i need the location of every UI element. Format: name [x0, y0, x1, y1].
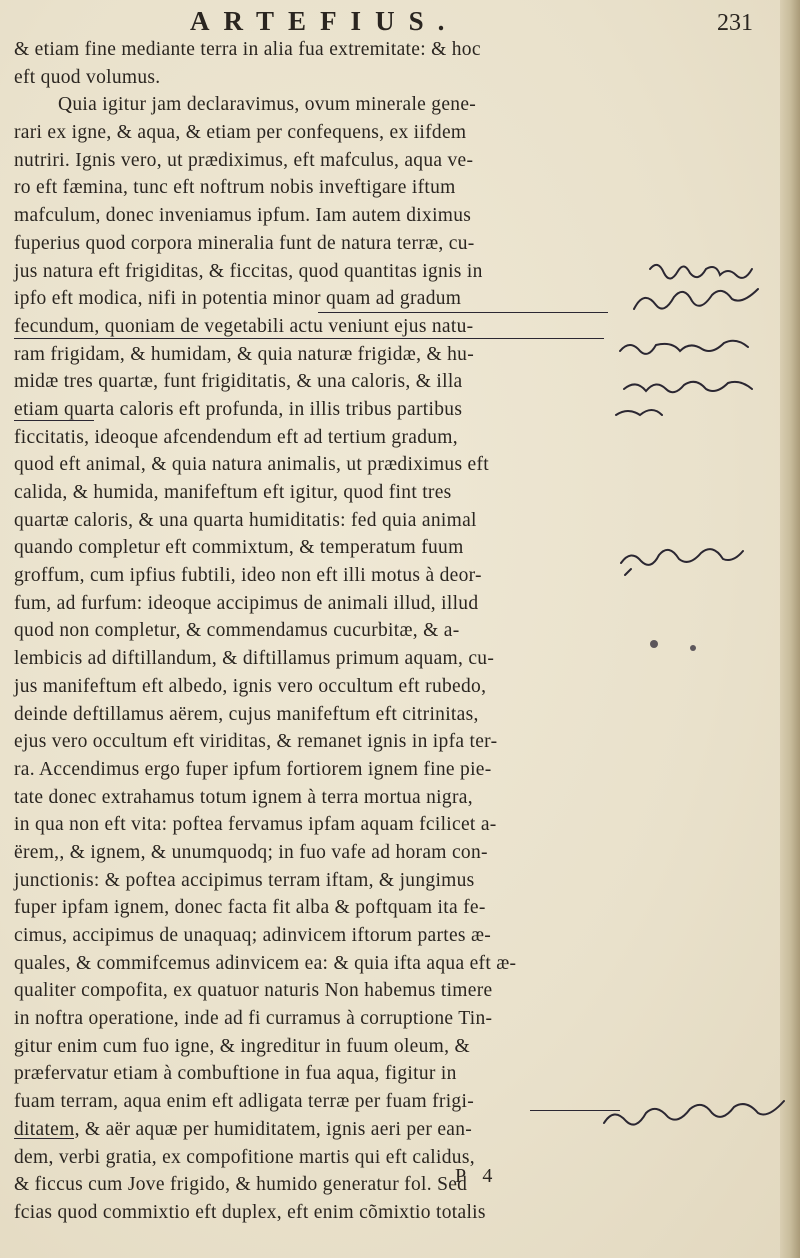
- text-line: junctionis: & poftea accipimus terram iftam, & jungimus: [14, 869, 475, 891]
- manuscript-underline: [14, 338, 604, 339]
- text-line: jus natura eft frigiditas, & ficcitas, quod quantitas ignis in: [14, 260, 483, 282]
- text-line: quartæ caloris, & una quarta humiditatis: fed quia animal: [14, 509, 477, 531]
- handwritten-marginalia-middle: [615, 535, 765, 580]
- text-line: dem, verbi gratia, ex compofitione martis qui eft calidus,: [14, 1146, 475, 1168]
- text-line: ro eft fæmina, tunc eft noftrum nobis inveftigare iftum: [14, 177, 456, 199]
- text-line: eft quod volumus.: [14, 66, 161, 88]
- text-line: quales, & commifcemus adinvicem ea: & quia ifta aqua eft æ-: [14, 952, 517, 974]
- text-line: cimus, accipimus de unaquaq; adinvicem iftorum partes æ-: [14, 925, 492, 946]
- manuscript-underline: [530, 1110, 620, 1111]
- page-number: 231: [717, 10, 753, 36]
- handwritten-marginalia-bottom: [600, 1095, 795, 1135]
- text-line: præfervatur etiam à combuftione in fua aqua, figitur in: [14, 1063, 457, 1085]
- text-line: groffum, cum ipfius fubtili, ideo non eft illi motus à deor-: [14, 565, 482, 587]
- text-line: nutriri. Ignis vero, ut prædiximus, eft mafculus, aqua ve-: [14, 149, 474, 171]
- text-line: rari ex igne, & aqua, & etiam per confequens, ex iifdem: [14, 122, 467, 144]
- text-line: etiam quarta caloris eft profunda, in illis tribus partibus: [14, 398, 463, 420]
- text-line: quando completur eft commixtum, & temperatum fuum: [14, 537, 464, 559]
- text-line: midæ tres quartæ, funt frigiditatis, & una caloris, & illa: [14, 371, 463, 393]
- text-line: ram frigidam, & humidam, & quia naturæ frigidæ, & hu-: [14, 343, 474, 365]
- text-line: qualiter compofita, ex quatuor naturis Non habemus timere: [14, 980, 493, 1002]
- text-line: fum, ad furfum: ideoque accipimus de animali illud, illud: [14, 592, 479, 614]
- text-line: deinde deftillamus aërem, cujus manifeftum eft citrinitas,: [14, 703, 479, 725]
- text-line: gitur enim cum fuo igne, & ingreditur in fuum oleum, &: [14, 1035, 470, 1057]
- text-line: ipfo eft modica, nifi in potentia minor quam ad gradum: [14, 288, 462, 310]
- text-line: in qua non eft vita: poftea fervamus ipfam aquam fcilicet a-: [14, 814, 497, 836]
- manuscript-underline: [14, 420, 94, 421]
- text-line: tate donec extrahamus totum ignem à terra mortua nigra,: [14, 786, 473, 808]
- text-line: ficcitatis, ideoque afcendendum eft ad tertium gradum,: [14, 426, 458, 448]
- body-text: [14, 36, 634, 1227]
- ink-blot: [690, 645, 696, 651]
- text-line: calida, & humida, manifeftum eft igitur, quod fint tres: [14, 482, 452, 503]
- manuscript-underline: [14, 1138, 74, 1139]
- text-line: & etiam fine mediante terra in alia fua extremitate: & hoc: [14, 39, 481, 60]
- text-line: fcias quod commixtio eft duplex, eft enim cõmixtio totalis: [14, 1201, 486, 1223]
- text-line: fecundum, quoniam de vegetabili actu veniunt ejus natu-: [14, 315, 474, 337]
- text-line: fuperius quod corpora mineralia funt de natura terræ, cu-: [14, 232, 475, 254]
- text-line: mafculum, donec inveniamus ipfum. Iam autem diximus: [14, 205, 472, 227]
- text-line: ra. Accendimus ergo fuper ipfum fortiorem ignem fine pie-: [14, 758, 492, 780]
- text-line: ërem,, & ignem, & unumquodq; in fuo vafe ad horam con-: [14, 841, 488, 863]
- text-line: & ficcus cum Jove frigido, & humido generatur fol. Sed: [14, 1174, 468, 1196]
- running-head: [0, 6, 800, 38]
- text-line: ejus vero occultum eft viriditas, & remanet ignis in ipfa ter-: [14, 731, 498, 753]
- text-line: Quia igitur jam declaravimus, ovum minerale gene-: [58, 94, 477, 116]
- handwritten-marginalia-top: [610, 255, 790, 425]
- text-line: fuam terram, aqua enim eft adligata terræ per fuam frigi-: [14, 1091, 474, 1113]
- running-title: ARTEFIUS.: [190, 6, 459, 36]
- text-line: lembicis ad diftillandum, & diftillamus primum aquam, cu-: [14, 648, 495, 670]
- text-line: fuper ipfam ignem, donec facta fit alba & poftquam ita fe-: [14, 897, 486, 919]
- text-line: ditatem, & aër aquæ per humiditatem, ignis aeri per ean-: [14, 1118, 473, 1140]
- text-line: quod eft animal, & quia natura animalis, ut prædiximus eft: [14, 454, 490, 476]
- text-line: in noftra operatione, inde ad fi curramus à corruptione Tin-: [14, 1008, 493, 1030]
- text-line: jus manifeftum eft albedo, ignis vero occultum eft rubedo,: [14, 675, 487, 697]
- ink-blot: [650, 640, 658, 648]
- manuscript-underline: [318, 312, 608, 313]
- signature-mark: P 4: [455, 1165, 499, 1187]
- text-line: quod non completur, & commendamus cucurbitæ, & a-: [14, 620, 460, 642]
- page-gutter-edge: [780, 0, 800, 1258]
